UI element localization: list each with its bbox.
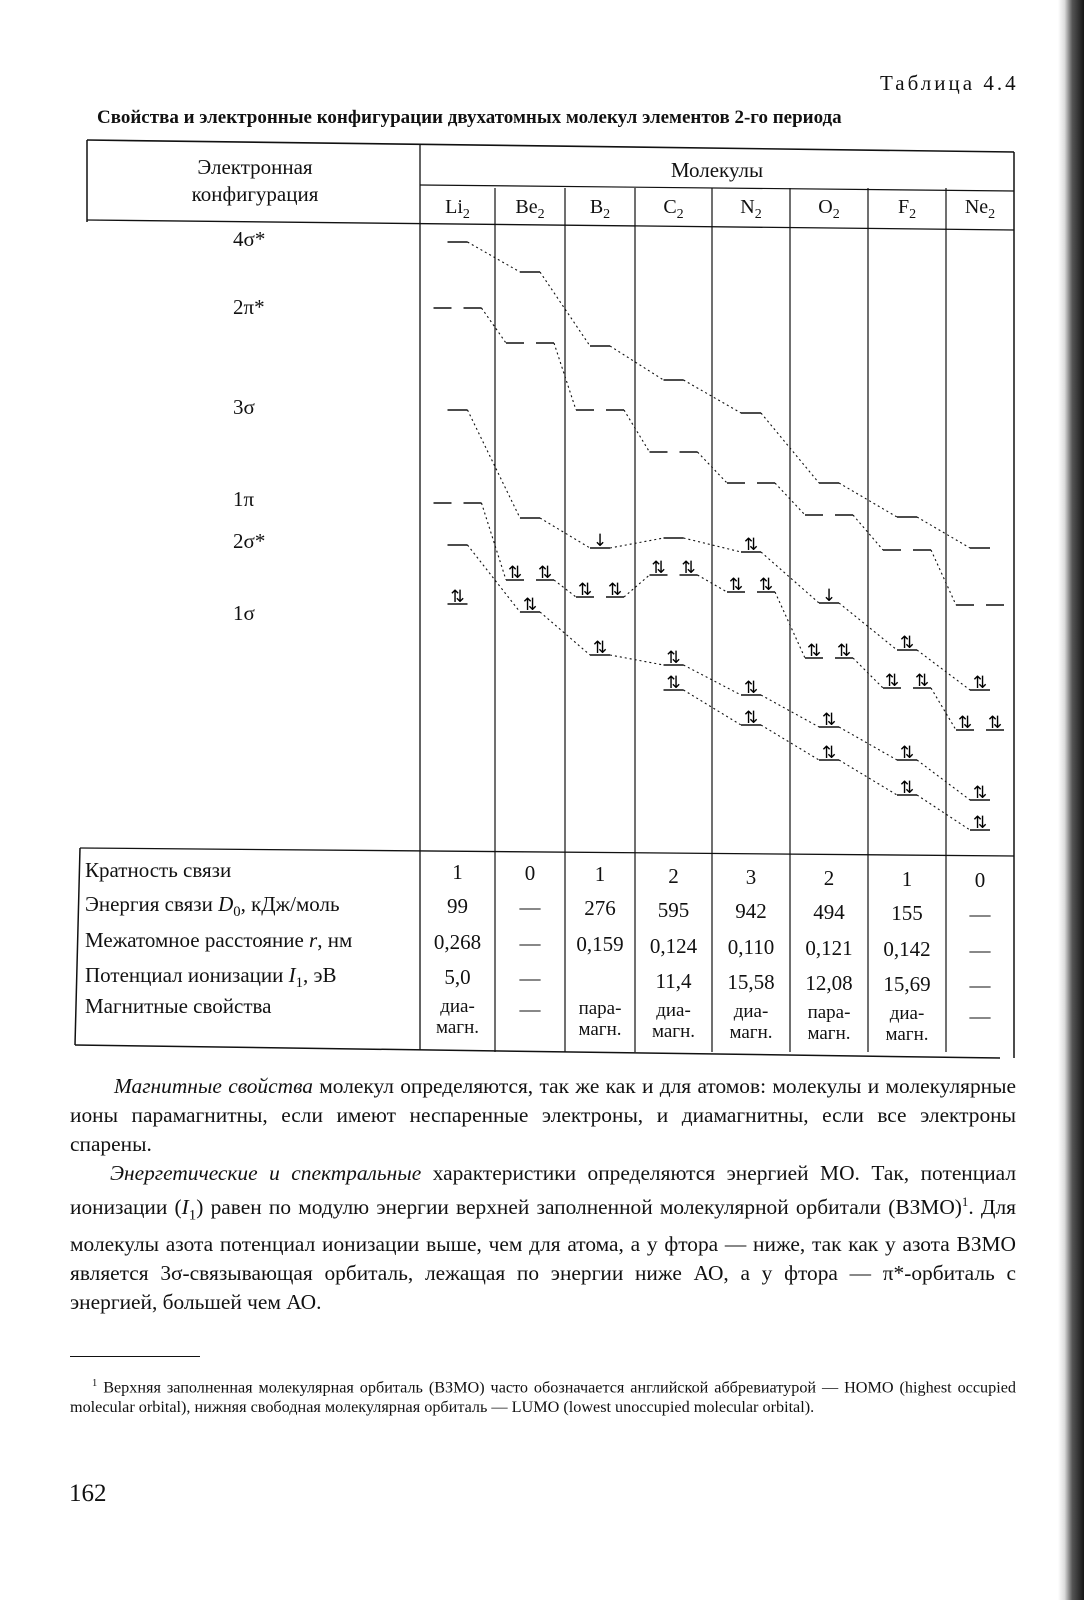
electron-pair-arrows: ⇅: [821, 743, 837, 763]
electron-single-arrow: ↓: [592, 531, 608, 551]
molecule-symbol: O: [818, 196, 833, 218]
molecule-n2: [714, 196, 788, 223]
orbital-label: 2σ*: [233, 529, 266, 553]
property-label: Магнитные свойства: [85, 994, 272, 1018]
electron-pair-arrows: ⇅: [743, 678, 759, 698]
property-value: —: [519, 997, 541, 1022]
correlation-line: [624, 575, 650, 597]
electron-pair-arrows: ⇅: [681, 558, 696, 578]
electron-pair-arrows: ⇅: [607, 580, 623, 600]
molecule-be2: [493, 196, 567, 223]
electron-pair-arrows: ⇅: [522, 595, 538, 615]
orbital-label: 1π: [233, 487, 255, 511]
config-header-line1: Электронная: [197, 155, 313, 179]
molecule-ne2: [943, 196, 1017, 223]
property-value: —: [969, 1004, 991, 1029]
molecule-subscript: 2: [909, 207, 917, 222]
orbital-label: 1σ: [233, 601, 255, 625]
molecule-f2: [870, 196, 944, 223]
property-value: диа- магн.: [885, 1003, 929, 1046]
paragraph-energetic-text1: характеристики определяются энергией МО. Так, потенциал ионизации (: [70, 1161, 1017, 1220]
table-bottom-border: [75, 1045, 1000, 1058]
correlation-line: [931, 550, 956, 605]
config-header-line2: конфигурация: [191, 182, 319, 206]
property-value: 3: [745, 864, 757, 889]
correlation-line: [917, 795, 970, 830]
electron-pair-arrows: ⇅: [821, 710, 837, 730]
table-number: Таблица 4.4: [880, 71, 1019, 95]
electron-pair-arrows: ⇅: [899, 778, 915, 798]
property-label: Межатомное расстояние r, нм: [85, 928, 353, 952]
property-value: 0,110: [727, 934, 775, 959]
correlation-line: [931, 688, 956, 730]
molecule-o2: [792, 196, 866, 223]
paragraph-energetic-text3: . Для молекулы азота потенциал ионизации выше, чем для атома, а у фтора — ниже, так как у азота ВЗМО является 3σ-связывающая орбиталь, лежащая по энергии ниже АО, а у фтора — π*-орбиталь с энергией, большей чем АО.: [70, 1195, 1016, 1315]
table-caption: Свойства и электронные конфигурации двухатомных молекул элементов 2-го периода: [97, 107, 842, 128]
molecule-li2: [421, 196, 495, 223]
property-value: пара- магн.: [578, 998, 622, 1041]
electron-pair-arrows: ⇅: [806, 641, 822, 661]
molecule-subscript: 2: [676, 207, 684, 222]
molecule-subscript: 2: [603, 207, 611, 222]
table-left-border-bottom: [75, 848, 80, 1045]
property-value: диа- магн.: [729, 1000, 773, 1043]
molecule-symbol: B: [589, 196, 604, 218]
property-value: 0,124: [649, 933, 698, 958]
paragraph-energetic: [70, 1159, 1016, 1317]
diagram-bottom-rule: [80, 848, 1014, 856]
molecule-symbol: C: [663, 196, 677, 218]
correlation-line: [917, 760, 970, 800]
electron-pair-arrows: ⇅: [592, 638, 608, 658]
electron-pair-arrows: ⇅: [537, 563, 553, 583]
property-value: 595: [657, 897, 690, 922]
molecule-subscript: 2: [537, 207, 545, 222]
footnote-mark: 1: [92, 1378, 98, 1389]
molecule-symbol: Ne: [964, 196, 989, 218]
electron-pair-arrows: ⇅: [743, 535, 759, 555]
property-value: —: [969, 938, 991, 963]
electron-pair-arrows: ⇅: [666, 648, 681, 668]
orbital-label: 2π*: [233, 295, 265, 319]
electron-pair-arrows: ⇅: [728, 575, 744, 595]
paragraph-magnetic: [70, 1072, 1016, 1159]
molecule-symbol: N: [740, 196, 755, 218]
property-value: 1: [901, 867, 913, 892]
correlation-line: [624, 410, 650, 452]
property-value: 15,69: [883, 972, 931, 997]
electron-pair-arrows: ⇅: [758, 575, 774, 595]
electron-pair-arrows: ⇅: [987, 713, 1003, 733]
property-value: 15,58: [727, 969, 775, 994]
page-number: 162: [69, 1480, 107, 1507]
property-value: —: [519, 966, 541, 991]
correlation-line: [610, 538, 664, 548]
electron-pair-arrows: ⇅: [577, 580, 593, 600]
property-value: 942: [735, 898, 767, 923]
electron-pair-arrows: ⇅: [957, 713, 973, 733]
property-value: 494: [813, 900, 845, 924]
property-value: диа- магн.: [651, 999, 696, 1042]
molecule-subscript: 2: [754, 207, 762, 222]
property-value: диа- магн.: [435, 996, 480, 1038]
property-value: 0,121: [805, 936, 853, 960]
electron-pair-arrows: ⇅: [914, 671, 930, 691]
electron-pair-arrows: ⇅: [972, 673, 988, 693]
correlation-line: [482, 308, 507, 343]
correlation-line: [468, 242, 521, 272]
property-value: —: [969, 973, 991, 998]
property-value: 276: [584, 896, 616, 921]
table-top-border: [87, 140, 1014, 152]
property-value: 2: [668, 863, 679, 888]
orbital-label: 4σ*: [233, 227, 266, 251]
electron-pair-arrows: ⇅: [899, 743, 915, 763]
molecule-c2: [637, 196, 711, 223]
ionization-var: I: [181, 1195, 189, 1220]
property-value: 12,08: [805, 971, 853, 995]
property-label: Кратность связи: [85, 858, 232, 882]
electron-pair-arrows: ⇅: [507, 563, 523, 583]
paragraph-energetic-italic: Энергетические и спектральные: [110, 1161, 422, 1185]
property-value: 99: [447, 894, 468, 918]
electron-pair-arrows: ⇅: [666, 673, 681, 693]
molecule-subscript: 2: [832, 207, 840, 222]
property-value: 0: [524, 861, 536, 886]
molecules-header: Молекулы: [670, 158, 764, 182]
electron-pair-arrows: ⇅: [972, 783, 988, 803]
property-value: 1: [452, 860, 463, 884]
property-value: 1: [594, 862, 606, 887]
property-label: Энергия связи $D_0$, кДж/моль: [85, 892, 340, 921]
correlation-line: [610, 346, 664, 380]
ionization-sub: 1: [188, 1207, 197, 1224]
electron-pair-arrows: ⇅: [450, 587, 465, 607]
config-header: [90, 154, 420, 208]
molecule-subscript: 2: [462, 207, 470, 222]
electron-pair-arrows: ⇅: [899, 633, 915, 653]
footnote: [70, 1374, 1016, 1417]
property-value: —: [969, 902, 991, 927]
footnote-text: Верхняя заполненная молекулярная орбиталь (ВЗМО) часто обозначается английской аббревиатурой — HOMO (highest occupied molecular orbital), нижняя свободная молекулярная орбиталь — LUMO (lowest unoccupied molecular orbital).: [70, 1378, 1016, 1417]
property-value: 11,4: [655, 968, 692, 993]
electron-pair-arrows: ⇅: [743, 708, 759, 728]
footnote-ref: 1: [961, 1195, 969, 1209]
molecule-symbol: Be: [515, 196, 538, 218]
correlation-line: [468, 410, 521, 518]
correlation-line: [917, 517, 970, 548]
property-value: 5,0: [444, 965, 471, 989]
molecule-b2: [563, 196, 637, 223]
electron-pair-arrows: ⇅: [884, 671, 900, 691]
property-value: 0,142: [883, 937, 931, 962]
property-value: —: [519, 895, 541, 920]
molecule-symbol: F: [897, 196, 910, 218]
electron-pair-arrows: ⇅: [836, 641, 852, 661]
electron-pair-arrows: ⇅: [972, 813, 988, 833]
property-value: 0,159: [576, 932, 624, 957]
correlation-line: [610, 655, 664, 665]
property-value: —: [519, 931, 541, 956]
footnote-rule: [70, 1356, 200, 1357]
electron-single-arrow: ↓: [821, 586, 837, 606]
property-value: 0: [974, 868, 986, 893]
molecule-subscript: 2: [988, 207, 996, 222]
molecules-header-rule: [420, 185, 1014, 191]
property-value: 0,268: [433, 930, 482, 954]
orbital-label: 3σ: [233, 395, 255, 419]
property-value: 155: [891, 901, 923, 926]
paragraph-magnetic-text: молекул определяются, так же как и для атомов: молекулы и молекулярные ионы парамагнитны, если имеют неспаренные электроны, и диамагнитны, если все электроны спарены.: [70, 1074, 1016, 1156]
paragraph-magnetic-italic: Магнитные свойства: [114, 1074, 313, 1098]
electron-pair-arrows: ⇅: [651, 558, 666, 578]
property-label: Потенциал ионизации $I_1$, эВ: [85, 963, 337, 992]
property-value: пара- магн.: [807, 1002, 851, 1044]
molecule-symbol: Li: [445, 196, 463, 218]
correlation-line: [482, 503, 507, 580]
property-value: 2: [823, 866, 835, 890]
paragraph-energetic-text2: ) равен по модулю энергии верхней заполненной молекулярной орбитали (ВЗМО): [196, 1195, 962, 1220]
